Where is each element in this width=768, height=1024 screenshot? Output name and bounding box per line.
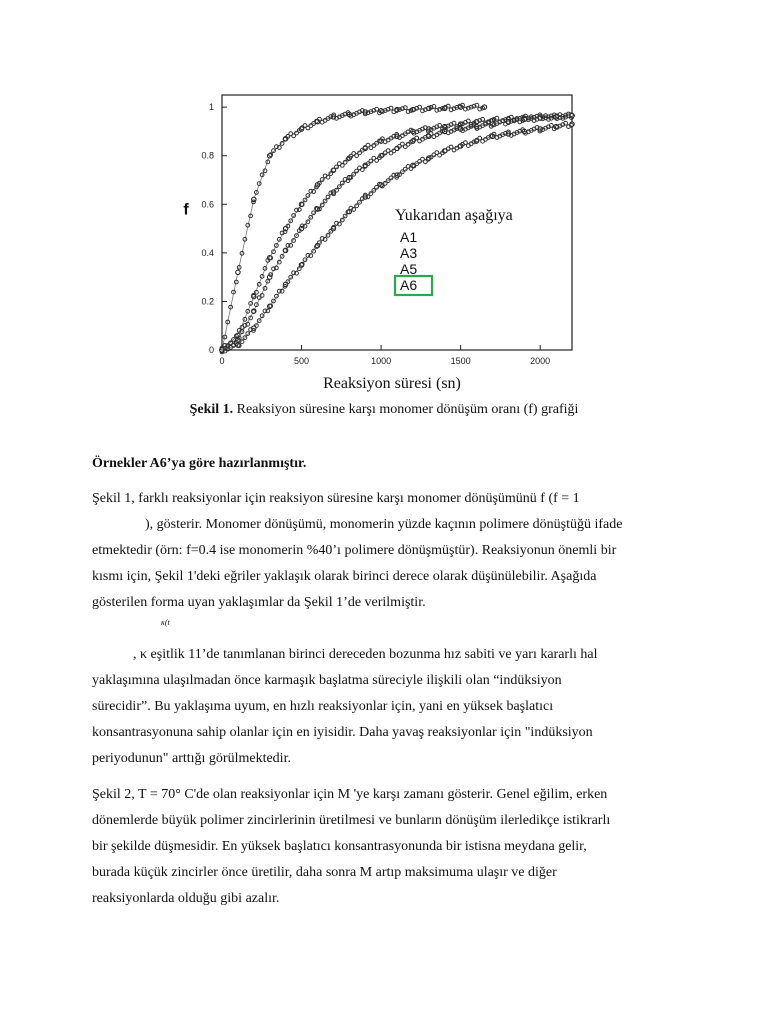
p3-line-3: bir şekilde düşmesidir. En yüksek başlatıcı konsantrasyonunda bir istisna meydana gelir, — [92, 839, 587, 854]
conversion-chart — [150, 80, 610, 410]
figure-caption — [0, 402, 768, 418]
p2-line-5: periyodunun" arttığı görülmektedir. — [92, 751, 291, 766]
x-tick-label: 1000 — [371, 356, 392, 366]
p1-line-1: Şekil 1, farklı reaksiyonlar için reaksiyon süresine karşı monomer dönüşümünü f (f = 1 — [92, 491, 580, 506]
p3-line-4: burada küçük zincirler önce üretilir, daha sonra M artıp maksimuma ulaşır ve diğer — [92, 865, 557, 880]
x-tick-label: 0 — [219, 356, 225, 366]
caption-label: Şekil 1. — [189, 402, 234, 417]
x-tick-label: 500 — [294, 356, 310, 366]
caption-text: Reaksiyon süresine karşı monomer dönüşüm oranı (f) grafiği — [233, 402, 579, 417]
data-point-a5 — [268, 275, 272, 279]
p1-line-4: kısmı için, Şekil 1'deki eğriler yaklaşık olarak birinci derece olarak düşünülebilir. Aşağıda — [92, 569, 597, 584]
small-formula: κ(t — [161, 618, 170, 627]
p3-line-5: reaksiyonlarda olduğu gibi azalır. — [92, 891, 280, 906]
x-axis-label: Reaksiyon süresi (sn) — [323, 375, 461, 392]
p2-line-4: konsantrasyonuna sahip olanlar için en iyisidir. Daha yavaş reaksiyonlar için "indüksiyon — [92, 725, 593, 740]
p2-line-3: sürecidir”. Bu yaklaşıma uyum, en hızlı reaksiyonlar için, yani en yüksek başlatıcı — [92, 699, 554, 714]
legend-entry-a1: A1 — [400, 229, 418, 245]
x-tick-label: 2000 — [530, 356, 551, 366]
legend-entry-a3: A3 — [400, 245, 418, 261]
y-tick-label: 0.8 — [201, 150, 214, 161]
p1-line-5: gösterilen forma uyan yaklaşımlar da Şekil 1’de verilmiştir. — [92, 595, 426, 610]
y-tick-label: 1 — [208, 102, 214, 113]
p3-line-1: Şekil 2, T = 70° C'de olan reaksiyonlar için M 'ye karşı zamanı gösterir. Genel eğilim, erken — [92, 787, 608, 802]
p1-line-3: etmektedir (örn: f=0.4 ise monomerin %40’ı polimere dönüşmüştür). Reaksiyonun önemli bir — [92, 543, 617, 558]
y-tick-label: 0.2 — [201, 296, 214, 307]
legend-title: Yukarıdan aşağıya — [395, 207, 513, 224]
y-tick-label: 0 — [208, 345, 214, 355]
y-axis-label: f — [183, 201, 189, 219]
y-tick-label: 0.4 — [201, 247, 214, 258]
p1-line-2: ), gösterir. Monomer dönüşümü, monomerin yüzde kaçının polimere dönüştüğü ifade — [145, 517, 623, 532]
legend-entry-a5: A5 — [400, 261, 418, 277]
legend-entry-a6: A6 — [400, 277, 418, 293]
figure-1 — [150, 80, 610, 410]
p3-line-2: dönemlerde büyük polimer zincirlerinin üretilmesi ve bunların dönüşüm ilerledikçe istikrarlı — [92, 813, 611, 828]
y-tick-label: 0.6 — [201, 199, 214, 210]
p2-line-1: , κ eşitlik 11’de tanımlanan birinci dereceden bozunma hız sabiti ve yarı kararlı hal — [133, 647, 598, 662]
data-point-a1 — [236, 270, 240, 274]
section-heading: Örnekler A6’ya göre hazırlanmıştır. — [92, 456, 307, 471]
p2-line-2: yaklaşımına ulaşılmadan önce karmaşık başlatma süreciyle ilişkili olan “indüksiyon — [92, 673, 562, 688]
x-tick-label: 1500 — [450, 356, 471, 366]
